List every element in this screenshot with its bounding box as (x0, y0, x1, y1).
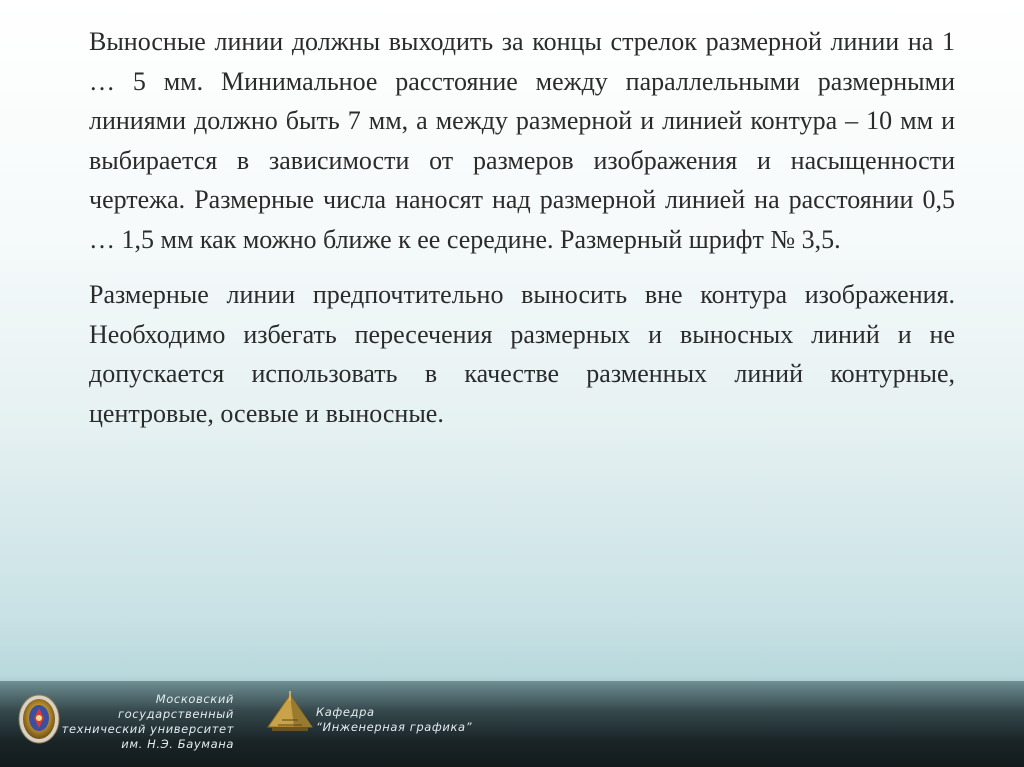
footer-bar (0, 681, 1024, 767)
university-name (58, 692, 234, 752)
university-line-2: технический университет (61, 722, 234, 736)
slide-body (89, 22, 955, 433)
department-line-1: Кафедра (316, 705, 375, 719)
university-emblem-icon (18, 694, 60, 744)
paragraph-dimension-placement: Размерные линии предпочтительно выносить вне контура изображения. Необходимо избегать пересечения размерных и выносных линий и не допускается использовать в качестве разменных линий контурные, центровые, осевые и выносные. (89, 280, 955, 428)
university-line-3: им. Н.Э. Баумана (121, 737, 234, 751)
pyramid-logo-icon (264, 687, 316, 739)
university-line-1: Московский государственный (118, 692, 234, 721)
paragraph-extension-lines: Выносные линии должны выходить за концы стрелок размерной линии на 1 … 5 мм. Минимальное расстояние между параллельными размерными линиями должно быть 7 мм, а между размерной и линией контура – 10 мм и выбирается в зависимости от размеров изображения и насыщенности чертежа. Размерные числа наносят над размерной линией на расстоянии 0,5 … 1,5 мм как можно ближе к ее середине. Размерный шрифт № 3,5. (89, 27, 955, 254)
department-name (316, 705, 472, 735)
department-line-2: “Инженерная графика” (316, 720, 473, 734)
